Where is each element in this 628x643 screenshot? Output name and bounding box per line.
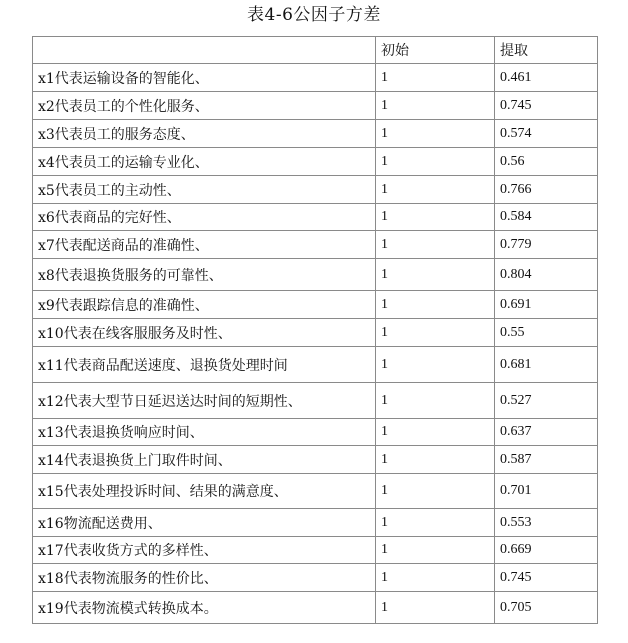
initial-value: 1 (376, 537, 495, 564)
row-label: x17代表收货方式的多样性、 (33, 537, 376, 564)
row-label: x5代表员工的主动性、 (33, 176, 376, 204)
initial-value: 1 (376, 64, 495, 92)
header-cell-extraction: 提取 (495, 37, 598, 64)
table-row (33, 419, 598, 446)
initial-value: 1 (376, 446, 495, 474)
row-label: x15代表处理投诉时间、结果的满意度、 (33, 474, 376, 509)
extraction-value: 0.745 (495, 92, 598, 120)
row-label: x12代表大型节日延迟送达时间的短期性、 (33, 383, 376, 419)
table-row (33, 148, 598, 176)
initial-value: 1 (376, 204, 495, 231)
row-label: x10代表在线客服服务及时性、 (33, 319, 376, 347)
communalities-table (32, 36, 598, 624)
table-row (33, 446, 598, 474)
extraction-value: 0.461 (495, 64, 598, 92)
row-label: x1代表运输设备的智能化、 (33, 64, 376, 92)
initial-value: 1 (376, 176, 495, 204)
table-row (33, 383, 598, 419)
row-label: x8代表退换货服务的可靠性、 (33, 259, 376, 291)
initial-value: 1 (376, 120, 495, 148)
extraction-value: 0.766 (495, 176, 598, 204)
table-row (33, 537, 598, 564)
table-row (33, 64, 598, 92)
extraction-value: 0.574 (495, 120, 598, 148)
extraction-value: 0.681 (495, 347, 598, 383)
table-row (33, 474, 598, 509)
initial-value: 1 (376, 347, 495, 383)
table-header-row (33, 37, 598, 64)
extraction-value: 0.587 (495, 446, 598, 474)
initial-value: 1 (376, 474, 495, 509)
initial-value: 1 (376, 231, 495, 259)
table-row (33, 120, 598, 148)
row-label: x7代表配送商品的准确性、 (33, 231, 376, 259)
extraction-value: 0.701 (495, 474, 598, 509)
table-row (33, 204, 598, 231)
row-label: x6代表商品的完好性、 (33, 204, 376, 231)
initial-value: 1 (376, 509, 495, 537)
initial-value: 1 (376, 564, 495, 592)
table-row (33, 319, 598, 347)
extraction-value: 0.637 (495, 419, 598, 446)
extraction-value: 0.553 (495, 509, 598, 537)
row-label: x2代表员工的个性化服务、 (33, 92, 376, 120)
row-label: x9代表跟踪信息的准确性、 (33, 291, 376, 319)
initial-value: 1 (376, 383, 495, 419)
table-row (33, 347, 598, 383)
initial-value: 1 (376, 92, 495, 120)
initial-value: 1 (376, 148, 495, 176)
extraction-value: 0.691 (495, 291, 598, 319)
extraction-value: 0.705 (495, 592, 598, 624)
table-row (33, 259, 598, 291)
extraction-value: 0.669 (495, 537, 598, 564)
extraction-value: 0.56 (495, 148, 598, 176)
extraction-value: 0.804 (495, 259, 598, 291)
table-row (33, 592, 598, 624)
extraction-value: 0.527 (495, 383, 598, 419)
row-label: x16物流配送费用、 (33, 509, 376, 537)
initial-value: 1 (376, 592, 495, 624)
row-label: x14代表退换货上门取件时间、 (33, 446, 376, 474)
table-row (33, 92, 598, 120)
extraction-value: 0.745 (495, 564, 598, 592)
extraction-value: 0.779 (495, 231, 598, 259)
row-label: x18代表物流服务的性价比、 (33, 564, 376, 592)
row-label: x3代表员工的服务态度、 (33, 120, 376, 148)
row-label: x19代表物流模式转换成本。 (33, 592, 376, 624)
table-row (33, 564, 598, 592)
header-cell-initial: 初始 (376, 37, 495, 64)
extraction-value: 0.584 (495, 204, 598, 231)
table-row (33, 509, 598, 537)
row-label: x11代表商品配送速度、退换货处理时间 (33, 347, 376, 383)
row-label: x4代表员工的运输专业化、 (33, 148, 376, 176)
table-row (33, 291, 598, 319)
table-caption: 表4-6公因子方差 (247, 5, 381, 25)
initial-value: 1 (376, 419, 495, 446)
table-row (33, 231, 598, 259)
header-cell-blank (33, 37, 376, 64)
initial-value: 1 (376, 259, 495, 291)
table-row (33, 176, 598, 204)
extraction-value: 0.55 (495, 319, 598, 347)
initial-value: 1 (376, 319, 495, 347)
row-label: x13代表退换货响应时间、 (33, 419, 376, 446)
initial-value: 1 (376, 291, 495, 319)
